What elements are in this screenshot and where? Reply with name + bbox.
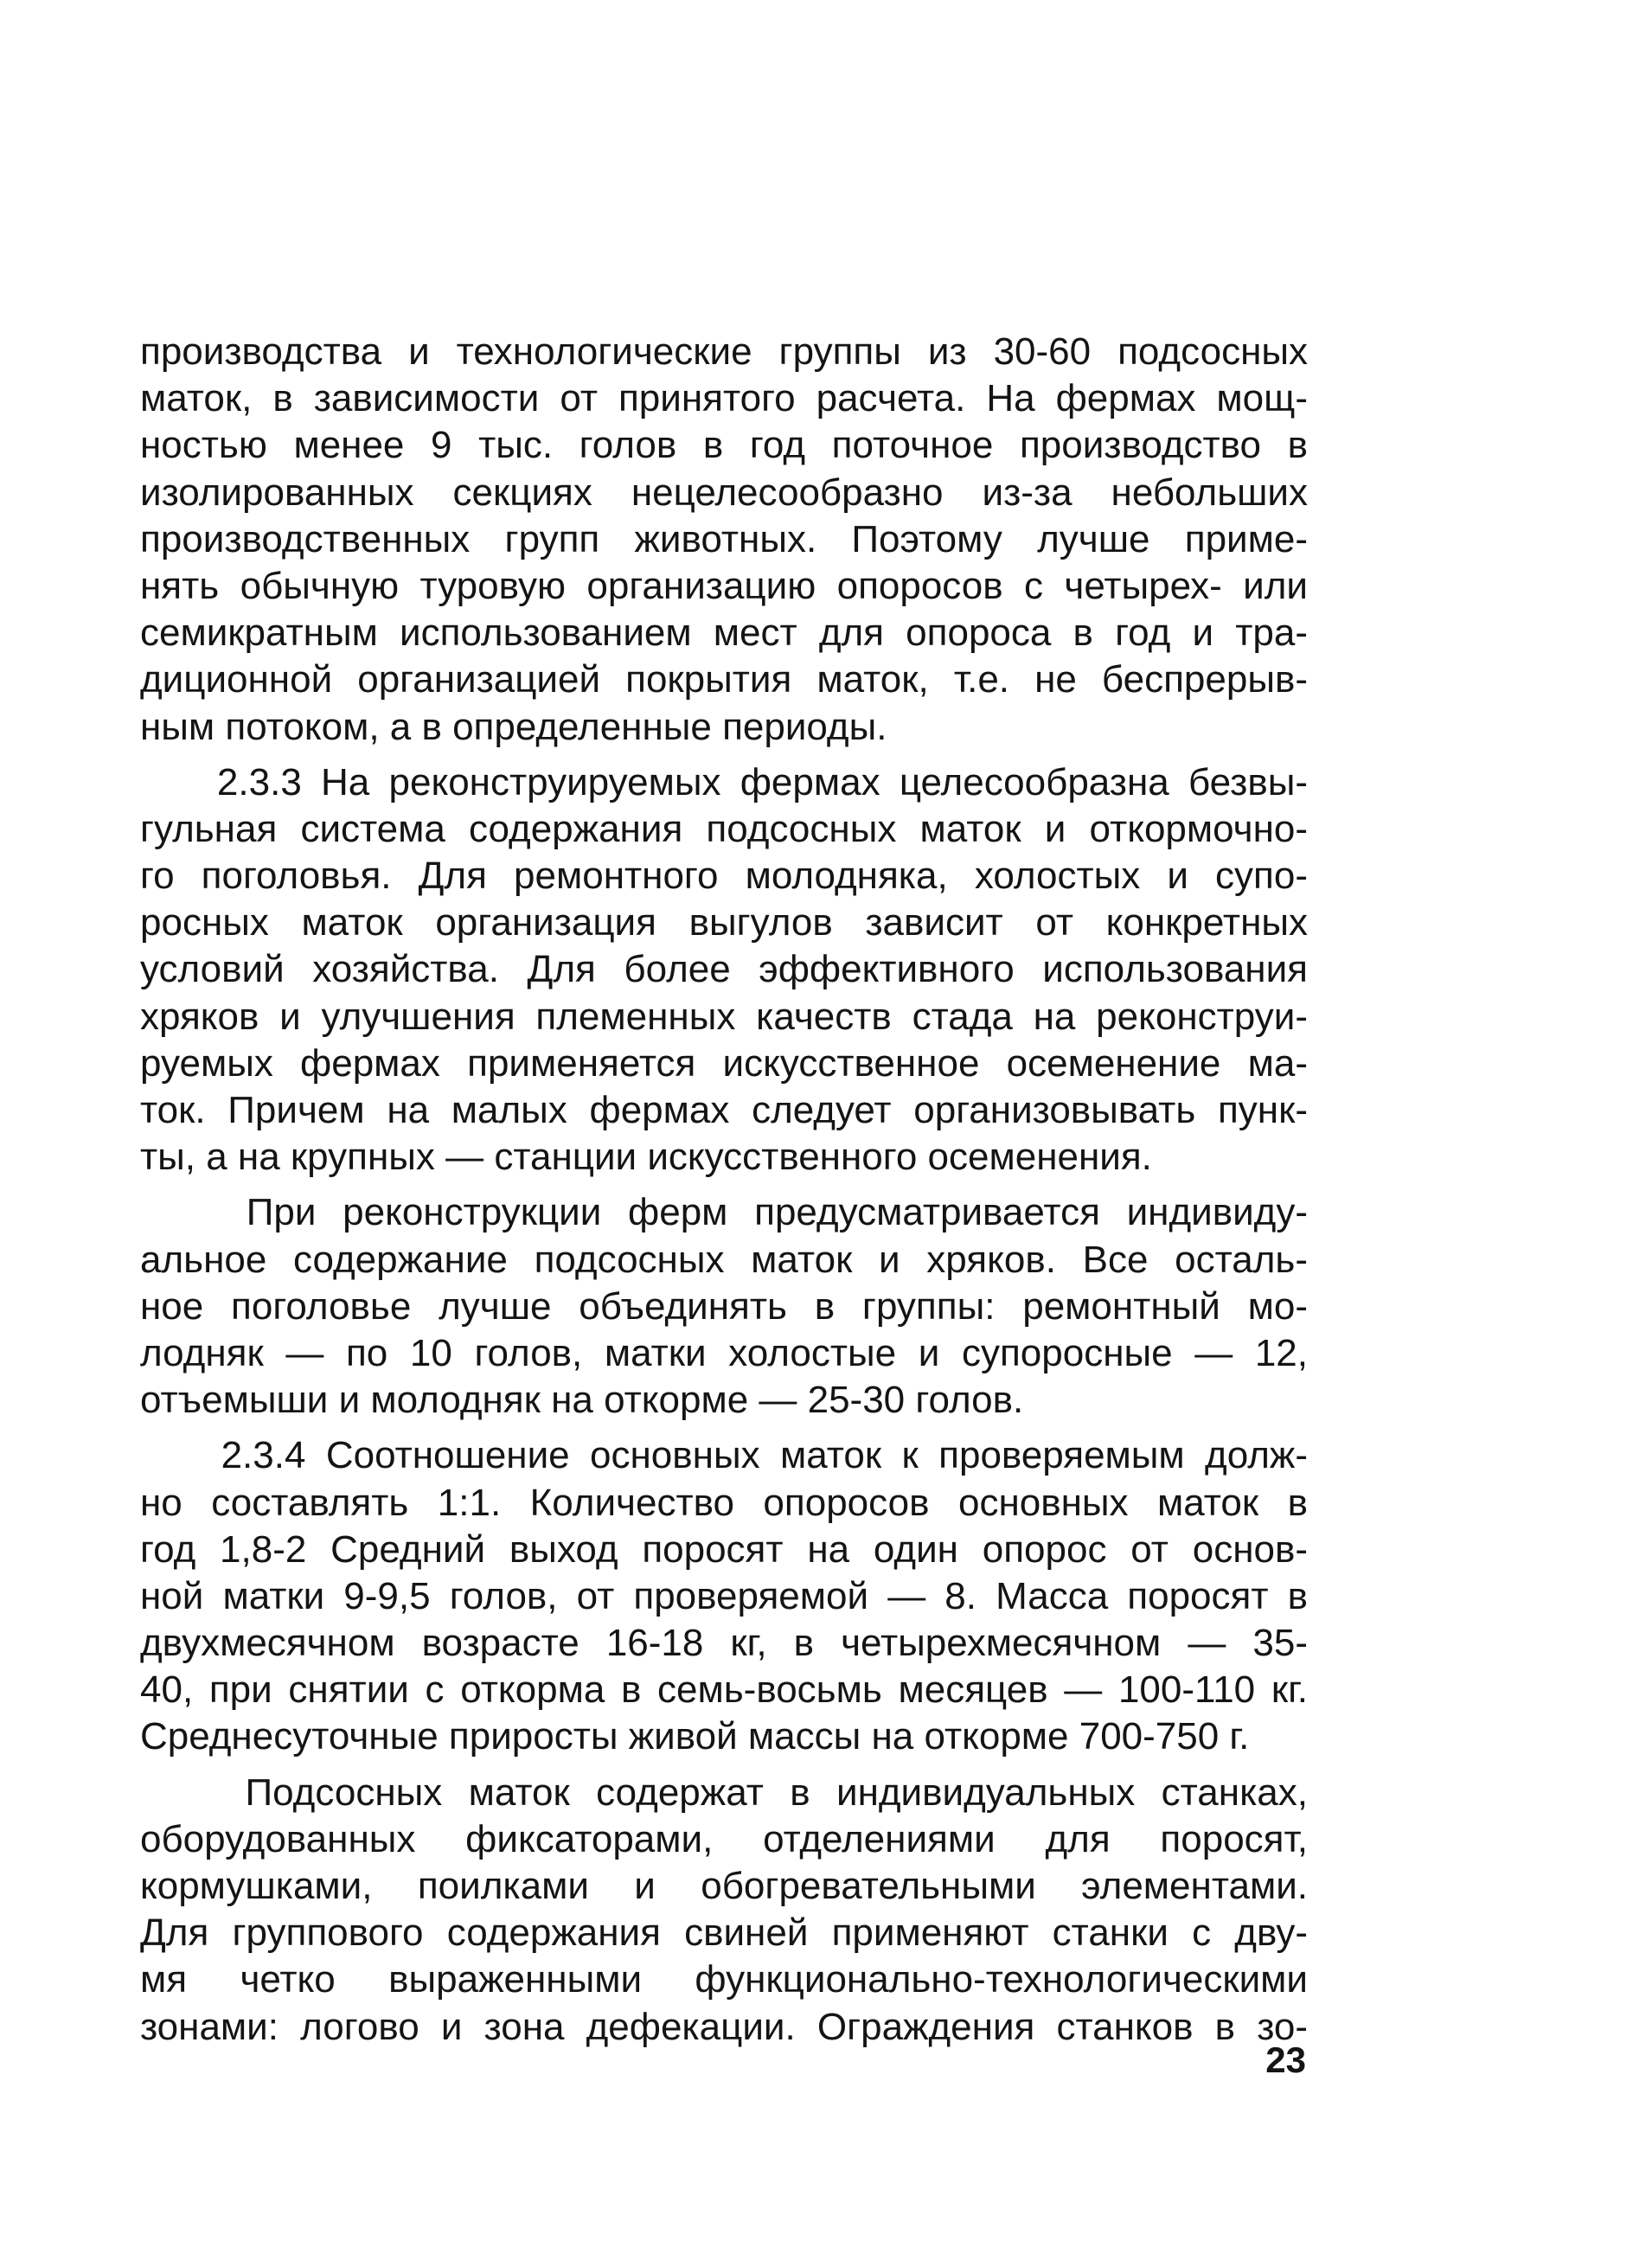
paragraph	[140, 1189, 1308, 1424]
paragraph	[140, 1432, 1308, 1760]
text-line: ты, а на крупных — станции искусственного осеменения.	[140, 1136, 1152, 1179]
text-line: отъемыши и молодняк на откорме — 25-30 голов.	[140, 1379, 1024, 1422]
text-line: двухмесячном возрасте 16-18 кг, в четырехмесячном — 35-	[140, 1622, 1308, 1665]
text-line: росных маток организация выгулов зависит от конкретных	[140, 901, 1308, 944]
text-line: лодняк — по 10 голов, матки холостые и супоросные — 12,	[140, 1331, 1308, 1374]
paragraph	[140, 329, 1308, 751]
text-line: нять обычную туровую организацию опоросов с четырех- или	[140, 564, 1308, 607]
text-line: диционной организацией покрытия маток, т.е. не беспрерыв-	[140, 658, 1308, 701]
text-line: ным потоком, а в определенные периоды.	[140, 705, 887, 748]
text-line: 2.3.3 На реконструируемых фермах целесообразна безвы-	[140, 760, 1308, 804]
text-line: производственных групп животных. Поэтому лучше приме-	[140, 517, 1308, 560]
text-line: ностью менее 9 тыс. голов в год поточное производство в	[140, 424, 1308, 467]
text-line: изолированных секциях нецелесообразно из-за небольших	[140, 471, 1308, 514]
text-line: кормушками, поилками и обогревательными элементами.	[140, 1865, 1308, 1907]
text-line: При реконструкции ферм предусматривается индивиду-	[140, 1191, 1308, 1234]
text-line: год 1,8-2 Средний выход поросят на один опорос от основ-	[140, 1527, 1308, 1571]
text-line: ное поголовье лучше объединять в группы: ремонтный мо-	[140, 1284, 1308, 1328]
text-line: зонами: логово и зона дефекации. Ограждения станков в зо-	[140, 2005, 1308, 2048]
text-line: оборудованных фиксаторами, отделениями для поросят,	[140, 1817, 1308, 1860]
text-line: семикратным использованием мест для опороса в год и тра-	[140, 611, 1308, 655]
text-line: гульная система содержания подсосных маток и откормочно-	[140, 807, 1308, 850]
text-line: 40, при снятии с откорма в семь-восьмь месяцев — 100-110 кг.	[140, 1668, 1308, 1712]
text-line: ток. Причем на малых фермах следует организовывать пунк-	[140, 1089, 1308, 1131]
paragraph	[140, 1770, 1308, 2051]
text-line: руемых фермах применяется искусственное осеменение ма-	[140, 1041, 1308, 1085]
text-line: мя четко выраженными функционально-технологическими	[140, 1958, 1308, 2001]
text-line: Для группового содержания свиней применяют станки с дву-	[140, 1911, 1308, 1955]
text-line: 2.3.4 Соотношение основных маток к проверяемым долж-	[140, 1434, 1308, 1477]
text-line: ной матки 9-9,5 голов, от проверяемой — 8. Масса поросят в	[140, 1574, 1308, 1617]
text-line: маток, в зависимости от принятого расчета. На фермах мощ-	[140, 377, 1308, 420]
text-line: го поголовья. Для ремонтного молодняка, холостых и супо-	[140, 855, 1308, 898]
text-line: Подсосных маток содержат в индивидуальных станках,	[140, 1770, 1308, 1814]
page-number: 23	[1265, 2039, 1306, 2080]
text-line: но составлять 1:1. Количество опоросов основных маток в	[140, 1481, 1308, 1524]
text-line: условий хозяйства. Для более эффективного использования	[140, 948, 1308, 991]
text-line: альное содержание подсосных маток и хряков. Все осталь-	[140, 1238, 1308, 1281]
text-line: Среднесуточные приросты живой массы на откорме 700-750 г.	[140, 1715, 1250, 1758]
text-line: производства и технологические группы из 30-60 подсосных	[140, 330, 1308, 373]
paragraph	[140, 759, 1308, 1181]
text-line: хряков и улучшения племенных качеств стада на реконструи-	[140, 995, 1308, 1038]
body-text	[140, 329, 1308, 2051]
